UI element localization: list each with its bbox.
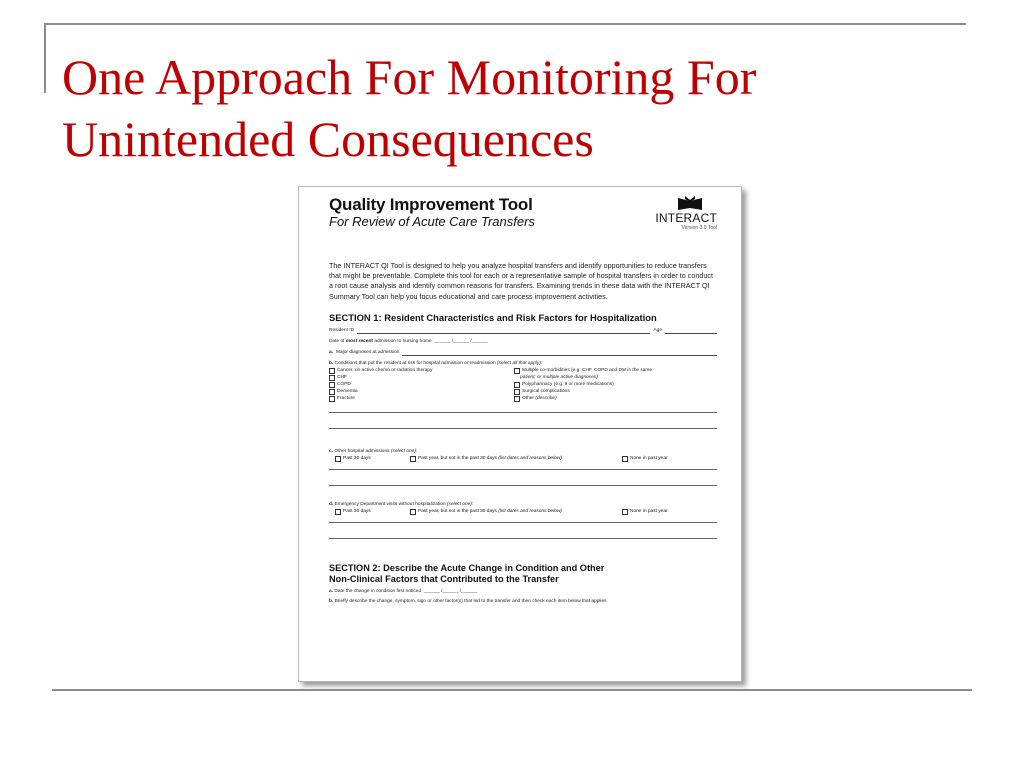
section-2-heading: [329, 563, 717, 585]
option-past-year: [410, 455, 622, 462]
checkbox-item: [329, 374, 514, 381]
resident-id-label: Resident ID: [329, 327, 355, 333]
item-d-hint: (select one):: [446, 501, 474, 507]
checkbox: [329, 396, 335, 402]
admission-date-row: [329, 338, 717, 345]
age-label: Age: [653, 327, 662, 333]
form-document-image: [298, 186, 742, 682]
write-in-line: [329, 522, 717, 523]
resident-id-blank: [357, 328, 650, 334]
checkbox: [622, 509, 628, 515]
item-a-letter: a.: [329, 349, 334, 355]
conditions-right-column: [514, 367, 699, 402]
section-1-heading: SECTION 1: Resident Characteristics and Risk Factors for Hospitalization: [329, 311, 657, 323]
option-label: None in past year: [630, 455, 668, 461]
slide-title: [62, 46, 962, 170]
checkbox-item: [329, 388, 514, 395]
resident-id-row: [329, 327, 717, 334]
checkbox: [410, 509, 416, 515]
checkbox-label: Fracture: [337, 395, 355, 401]
conditions-left-column: [329, 367, 514, 402]
change-date-blank: ______ /______ /______: [423, 588, 478, 594]
checkbox: [410, 456, 416, 462]
interact-logo: [647, 195, 717, 232]
write-in-line: [329, 538, 717, 539]
option-past-30: [335, 455, 410, 462]
conditions-checklist: [329, 367, 717, 402]
checkbox-item: [329, 367, 514, 374]
item-b-letter: b.: [329, 360, 334, 366]
item-b-label: Conditions that put the resident at risk for hospital admission or readmission: [333, 360, 497, 366]
checkbox: [329, 368, 335, 374]
option-label: Past year, but not in the past 30 days: [418, 508, 499, 514]
option-none: [622, 508, 668, 515]
change-date-row: [329, 588, 717, 595]
checkbox: [514, 396, 520, 402]
option-label: Past 30 days: [343, 455, 371, 461]
top-rule: [44, 23, 966, 25]
checkbox-label: Other: [522, 395, 536, 401]
logo-wordmark: INTERACT: [655, 211, 717, 225]
option-hint: (list dates and reasons below): [498, 508, 563, 514]
admission-date-emphasis: most recent: [345, 338, 374, 344]
checkbox-hint: (describe): [535, 395, 557, 401]
checkbox-label: Surgical complications: [522, 388, 570, 394]
option-label: Past year, but not in the past 30 days: [418, 455, 499, 461]
write-in-line: [329, 485, 717, 486]
document-header: [329, 195, 717, 239]
ed-visits-options: [335, 508, 717, 515]
document-subtitle: For Review of Acute Care Transfers: [329, 214, 535, 229]
admission-date-prefix: Date of: [329, 338, 346, 344]
checkbox: [514, 389, 520, 395]
age-blank: [665, 328, 717, 334]
left-rule: [44, 23, 46, 93]
write-in-line: [329, 412, 717, 413]
checkbox: [329, 389, 335, 395]
item-d-letter: d.: [329, 501, 334, 507]
checkbox-item: [514, 388, 699, 395]
write-in-line: [329, 428, 717, 429]
other-admissions-question: [329, 448, 717, 455]
major-diagnoses-row: [329, 349, 717, 356]
logo-version: Version 3.0 Tool: [681, 225, 717, 231]
slide-title-line-2: Unintended Consequences: [62, 111, 594, 167]
checkbox-label: COPD: [337, 381, 351, 387]
checkbox-label: CHF: [337, 374, 347, 380]
change-date-label: Date the change in condition first noticed: [333, 588, 422, 594]
section-2-heading-line-2: Non-Clinical Factors that Contributed to the Transfer: [329, 573, 559, 584]
option-label: None in past year: [630, 508, 668, 514]
checkbox-item: [514, 395, 699, 402]
checkbox: [622, 456, 628, 462]
option-label: Past 30 days: [343, 508, 371, 514]
book-icon: [677, 195, 703, 211]
checkbox: [329, 382, 335, 388]
checkbox-label: Dementia: [337, 388, 358, 394]
admission-date-suffix: admission to nursing home: [373, 338, 432, 344]
document-title: Quality Improvement Tool: [329, 195, 533, 214]
checkbox-item: [514, 367, 699, 374]
item-b-hint: (select all that apply):: [496, 360, 543, 366]
option-hint: (list dates and reasons below): [498, 455, 563, 461]
checkbox: [514, 382, 520, 388]
item-a-letter: a.: [329, 588, 334, 594]
item-c-label: Other hospital admissions: [333, 448, 391, 454]
option-past-30: [335, 508, 410, 515]
checkbox: [335, 456, 341, 462]
ed-visits-question: [329, 501, 717, 508]
checkbox-item: [329, 395, 514, 402]
admission-date-blank: ______ /______ /______: [434, 338, 488, 344]
describe-change-row: [329, 598, 717, 605]
item-b-letter: b.: [329, 598, 334, 604]
checkbox-label: Multiple co-morbidities (e.g. CHF, COPD and DM in the same: [522, 367, 653, 373]
checkbox-item: [329, 381, 514, 388]
item-a-label: Major diagnoses at admission: [336, 349, 400, 355]
checkbox: [514, 368, 520, 374]
write-in-line: [329, 469, 717, 470]
option-none: [622, 455, 668, 462]
checkbox-label-continued: patient; or multiple active diagnoses): [520, 374, 598, 380]
item-d-label: Emergency Department visits without hospitalization: [333, 501, 447, 507]
bottom-rule: [52, 689, 972, 691]
conditions-question: [329, 360, 717, 367]
checkbox: [329, 375, 335, 381]
checkbox-label: Polypharmacy (e.g. 9 or more medications): [522, 381, 614, 387]
major-diagnoses-blank: [402, 350, 717, 356]
describe-change-label: Briefly describe the change, symptom, sign or other factor(s) that led to the transfer and then check each item below that applies: [333, 598, 607, 604]
checkbox-label: Cancer, on active chemo or radiation therapy: [337, 367, 433, 373]
option-past-year: [410, 508, 622, 515]
section-2-heading-line-1: SECTION 2: Describe the Acute Change in Condition and Other: [329, 562, 605, 573]
intro-paragraph: The INTERACT QI Tool is designed to help you analyze hospital transfers and identify opportunities to reduce transfers that might be preventable. Complete this tool for each or a representative sample of hospital transfers in order to conduct a root cause analysis and identify common reasons for transfers. Examining trends in these data with the INTERACT QI Summary Tool can help you focus educational and care process improvement activities.: [329, 261, 713, 301]
other-admissions-options: [335, 455, 717, 462]
checkbox: [335, 509, 341, 515]
item-c-letter: c.: [329, 448, 334, 454]
item-c-hint: (select one):: [390, 448, 418, 454]
slide-title-line-1: One Approach For Monitoring For: [62, 49, 757, 105]
checkbox-item: [514, 381, 699, 388]
